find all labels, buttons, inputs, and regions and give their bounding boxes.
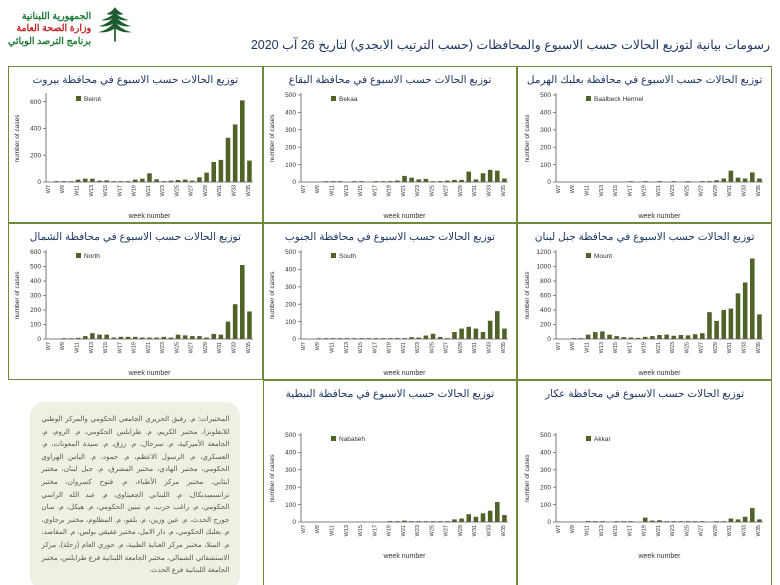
svg-text:W31: W31	[472, 342, 479, 354]
chart-canvas	[518, 400, 771, 585]
svg-text:W11: W11	[74, 342, 81, 353]
svg-text:Beirut: Beirut	[84, 96, 102, 103]
bar-chart-nabatieh	[266, 426, 514, 562]
svg-text:W13: W13	[89, 185, 96, 197]
svg-text:W31: W31	[726, 185, 733, 197]
svg-text:200: 200	[30, 152, 42, 160]
svg-text:0: 0	[37, 336, 42, 344]
svg-text:W9: W9	[315, 342, 322, 351]
svg-text:W19: W19	[386, 525, 393, 537]
svg-text:W9: W9	[569, 185, 576, 194]
svg-text:W29: W29	[712, 342, 719, 354]
chart-canvas	[9, 243, 262, 379]
svg-text:W19: W19	[641, 525, 648, 537]
svg-text:W27: W27	[443, 525, 450, 537]
svg-text:W21: W21	[400, 342, 407, 354]
chart-title: توزيع الحالات حسب الاسبوع في محافظة عكار	[545, 388, 745, 400]
svg-text:W19: W19	[641, 342, 648, 354]
svg-text:0: 0	[547, 179, 551, 187]
chart-panel-north	[8, 223, 263, 380]
svg-text:W7: W7	[555, 525, 562, 534]
svg-text:week number: week number	[383, 553, 426, 561]
svg-text:W27: W27	[443, 342, 450, 354]
chart-title: توزيع الحالات حسب الاسبوع في محافظة الجنوب	[284, 231, 496, 243]
svg-text:0: 0	[292, 519, 296, 527]
chart-canvas	[9, 86, 262, 222]
svg-text:300: 300	[539, 127, 551, 134]
moph-logo-text	[8, 11, 91, 48]
svg-text:W27: W27	[189, 342, 196, 354]
chart-canvas	[518, 86, 771, 222]
svg-text:W27: W27	[698, 185, 705, 197]
svg-text:W23: W23	[415, 185, 422, 197]
svg-text:W29: W29	[457, 185, 464, 197]
svg-text:200: 200	[539, 321, 551, 329]
svg-text:week number: week number	[638, 553, 681, 561]
svg-text:W23: W23	[415, 525, 422, 537]
svg-text:W25: W25	[429, 525, 436, 537]
svg-text:number of cases: number of cases	[14, 271, 22, 320]
svg-text:W9: W9	[569, 342, 576, 351]
svg-text:W27: W27	[443, 185, 450, 197]
svg-text:0: 0	[547, 519, 551, 527]
svg-text:W23: W23	[669, 525, 676, 537]
svg-text:W17: W17	[117, 185, 124, 197]
svg-text:W15: W15	[103, 185, 110, 197]
svg-text:W35: W35	[500, 525, 507, 537]
svg-text:W25: W25	[174, 342, 181, 354]
svg-text:W35: W35	[246, 342, 253, 354]
svg-text:1000: 1000	[536, 263, 551, 271]
svg-text:W11: W11	[329, 525, 336, 537]
svg-text:number of cases: number of cases	[14, 114, 22, 163]
svg-text:W17: W17	[372, 342, 379, 354]
svg-text:week number: week number	[638, 213, 681, 220]
svg-text:W7: W7	[555, 342, 562, 351]
org-name-line3: برنامج الترصد الوبائي	[8, 35, 92, 47]
svg-text:W23: W23	[160, 342, 167, 354]
svg-text:W15: W15	[358, 342, 365, 354]
svg-text:600: 600	[539, 292, 551, 300]
svg-text:600: 600	[30, 249, 42, 257]
svg-text:0: 0	[292, 336, 296, 344]
svg-text:W9: W9	[60, 185, 67, 194]
svg-text:W21: W21	[400, 525, 407, 537]
svg-text:300: 300	[285, 284, 296, 291]
svg-text:W21: W21	[655, 185, 662, 197]
bar-chart-akkar	[521, 426, 769, 562]
svg-text:W13: W13	[598, 185, 605, 197]
svg-text:W17: W17	[372, 185, 379, 197]
svg-text:W31: W31	[472, 185, 479, 197]
svg-text:0: 0	[292, 179, 296, 187]
svg-text:week number: week number	[128, 213, 171, 220]
svg-text:W13: W13	[343, 185, 350, 197]
charts-grid	[8, 66, 772, 578]
svg-text:W25: W25	[174, 185, 181, 197]
svg-text:100: 100	[285, 502, 296, 510]
svg-text:400: 400	[285, 109, 296, 117]
svg-text:Bekaa: Bekaa	[338, 96, 358, 103]
labs-notes-cell	[8, 380, 263, 585]
svg-text:W35: W35	[246, 185, 253, 197]
svg-text:W23: W23	[669, 342, 676, 354]
org-name-line2: وزارة الصحة العامة	[16, 23, 92, 35]
svg-text:W29: W29	[457, 342, 464, 354]
svg-text:number of cases: number of cases	[523, 271, 531, 320]
svg-text:number of cases: number of cases	[268, 114, 276, 163]
svg-text:400: 400	[539, 109, 551, 117]
svg-text:W35: W35	[755, 185, 762, 197]
svg-text:W15: W15	[612, 342, 619, 354]
svg-text:W9: W9	[569, 525, 576, 534]
svg-text:W17: W17	[626, 525, 633, 537]
document-title: رسومات بيانية لتوزيع الحالات حسب الاسبوع والمحافظات (حسب الترتيب الابجدي) لتاريخ 26 آب 2020	[250, 38, 770, 52]
svg-text:W21: W21	[655, 342, 662, 354]
svg-text:0: 0	[37, 179, 42, 187]
svg-text:W19: W19	[131, 342, 138, 354]
svg-text:200: 200	[285, 484, 296, 492]
svg-text:W7: W7	[300, 185, 307, 194]
bar-chart-mount-lebanon	[521, 243, 769, 379]
svg-text:W33: W33	[486, 525, 493, 537]
svg-text:300: 300	[285, 127, 296, 134]
svg-text:500: 500	[285, 92, 296, 100]
chart-title: توزيع الحالات حسب الاسبوع في محافظة جبل لبنان	[534, 231, 755, 243]
svg-text:W19: W19	[641, 185, 648, 197]
svg-text:W35: W35	[755, 525, 762, 537]
svg-text:Akkar: Akkar	[593, 436, 611, 444]
svg-text:W7: W7	[555, 185, 562, 194]
svg-text:W31: W31	[726, 342, 733, 354]
svg-text:W33: W33	[741, 342, 748, 354]
bar-chart-baalbeck-hermel	[521, 86, 769, 222]
svg-text:number of cases: number of cases	[268, 454, 276, 503]
svg-text:500: 500	[285, 432, 296, 440]
svg-text:W35: W35	[500, 185, 507, 197]
svg-text:200: 200	[285, 301, 296, 309]
svg-text:W15: W15	[358, 525, 365, 537]
svg-text:W23: W23	[160, 185, 167, 197]
svg-text:W11: W11	[329, 185, 336, 196]
svg-text:W11: W11	[74, 185, 81, 196]
svg-text:W19: W19	[386, 342, 393, 354]
svg-text:W21: W21	[400, 185, 407, 197]
chart-panel-bekaa	[263, 66, 518, 223]
moph-logo	[8, 4, 134, 55]
svg-text:W31: W31	[217, 185, 224, 197]
svg-text:W13: W13	[343, 525, 350, 537]
svg-text:W15: W15	[358, 185, 365, 197]
svg-text:W11: W11	[584, 525, 591, 537]
svg-text:200: 200	[285, 144, 296, 152]
svg-text:200: 200	[539, 484, 551, 492]
chart-canvas	[264, 86, 517, 222]
svg-text:W25: W25	[429, 185, 436, 197]
svg-text:0: 0	[547, 336, 551, 344]
svg-text:500: 500	[285, 249, 296, 257]
svg-text:week number: week number	[383, 213, 426, 220]
chart-title: توزيع الحالات حسب الاسبوع في محافظة النبطية	[285, 388, 495, 400]
svg-text:400: 400	[539, 307, 551, 315]
org-name-line1: الجمهورية اللبنانية	[21, 10, 92, 22]
svg-text:W19: W19	[131, 185, 138, 197]
bar-chart-bekaa	[266, 86, 514, 222]
svg-text:W31: W31	[217, 342, 224, 354]
svg-text:100: 100	[285, 161, 296, 169]
svg-text:W15: W15	[103, 342, 110, 354]
svg-text:W33: W33	[486, 185, 493, 197]
svg-text:W25: W25	[429, 342, 436, 354]
svg-text:200: 200	[30, 307, 42, 315]
svg-text:500: 500	[539, 432, 551, 440]
svg-text:South: South	[338, 253, 356, 260]
svg-text:500: 500	[539, 92, 551, 100]
svg-text:week number: week number	[638, 370, 681, 377]
svg-text:300: 300	[285, 467, 296, 475]
svg-text:100: 100	[539, 502, 551, 510]
svg-text:W27: W27	[698, 342, 705, 354]
svg-text:W35: W35	[755, 342, 762, 354]
svg-text:200: 200	[539, 144, 551, 152]
svg-text:W11: W11	[329, 342, 336, 353]
svg-text:W9: W9	[60, 342, 67, 351]
chart-title: توزيع الحالات حسب الاسبوع في محافظة بيروت	[32, 74, 239, 86]
svg-text:400: 400	[285, 266, 296, 274]
svg-text:W27: W27	[189, 185, 196, 197]
svg-text:W17: W17	[626, 342, 633, 354]
svg-text:W29: W29	[712, 185, 719, 197]
svg-text:300: 300	[30, 292, 42, 300]
svg-text:W7: W7	[46, 342, 53, 351]
svg-text:W7: W7	[300, 525, 307, 534]
svg-text:number of cases: number of cases	[523, 454, 531, 503]
svg-text:Mount: Mount	[593, 253, 612, 260]
svg-text:week number: week number	[128, 370, 171, 377]
svg-text:North: North	[84, 253, 101, 260]
svg-text:W29: W29	[203, 185, 210, 197]
svg-text:100: 100	[539, 161, 551, 169]
svg-text:W9: W9	[315, 185, 322, 194]
chart-title: توزيع الحالات حسب الاسبوع في محافظة البقاع	[288, 74, 492, 86]
svg-text:W25: W25	[684, 342, 691, 354]
bar-chart-south	[266, 243, 514, 379]
svg-text:W7: W7	[46, 185, 53, 194]
labs-notes-text: المختبرات: م. رفيق الحريري الجامعي الحكومي والمركز الوطني للانفلونزا، مختبر الكريم، م. طرابلس الحكومي، م. الروم، م. الجامعة الأميركية، م. سرحال، م. رزق، م. سيدة المعونات، م. العسكري، م. الرسول الاعظم، م. حمود، م. الياس الهراوي الحكومي، مختبر الهادي، مختبر المشرق، م. جبل لبنان، مختبر ايتاني، مختبر مركز الأطباء، م. فتوح كسروان، مختبر ترانسميديكال، م. اللبناني الجعيتاوي، م. عبد الله الراسي الحكومي، م. راغب حرب، م. تبنين الحكومي، م. هيكل، م. سان جورج الحدث، م. عين وزين، م. بلفو، م. المظلوم، مختبر برجاوي، م. بعلبك الحكومي، م. دار الامل، مختبر عقيقي بولس، م. المقاصد، م. المنلا، مختبر مركز العناية الطبية، م. حوري العام (زحلة)، مركز الاستشفائي الشمالي، مختبر الجامعة اللبنانية فرع طرابلس، مختبر الجامعة اللبنانية فرع الحدث.	[30, 402, 240, 585]
chart-panel-south	[263, 223, 518, 380]
svg-text:W33: W33	[231, 342, 238, 354]
svg-text:300: 300	[539, 467, 551, 475]
svg-text:W7: W7	[300, 342, 307, 351]
svg-text:100: 100	[30, 321, 42, 329]
svg-text:number of cases: number of cases	[268, 271, 276, 320]
chart-canvas	[264, 243, 517, 379]
svg-text:W9: W9	[315, 525, 322, 534]
bar-chart-beirut	[11, 86, 259, 222]
svg-text:W21: W21	[655, 525, 662, 537]
svg-text:W13: W13	[89, 342, 96, 354]
svg-text:W13: W13	[598, 342, 605, 354]
svg-text:1200: 1200	[536, 249, 551, 257]
svg-text:W15: W15	[612, 185, 619, 197]
svg-text:W11: W11	[584, 342, 591, 353]
svg-text:W15: W15	[612, 525, 619, 537]
svg-text:W33: W33	[741, 525, 748, 537]
chart-panel-mount-lebanon	[517, 223, 772, 380]
svg-text:W29: W29	[203, 342, 210, 354]
bar-chart-north	[11, 243, 259, 379]
svg-text:W11: W11	[584, 185, 591, 196]
chart-title: توزيع الحالات حسب الاسبوع في محافظة الشمال	[29, 231, 241, 243]
svg-text:800: 800	[539, 278, 551, 286]
svg-text:W23: W23	[415, 342, 422, 354]
svg-text:W17: W17	[626, 185, 633, 197]
svg-text:W19: W19	[386, 185, 393, 197]
svg-text:Baalbeck Hermel: Baalbeck Hermel	[593, 96, 644, 103]
svg-text:W27: W27	[698, 525, 705, 537]
chart-canvas	[518, 243, 771, 379]
svg-text:400: 400	[285, 449, 296, 457]
svg-text:600: 600	[30, 98, 42, 106]
svg-text:W31: W31	[726, 525, 733, 537]
svg-text:400: 400	[30, 125, 42, 133]
chart-panel-akkar	[517, 380, 772, 585]
svg-text:400: 400	[30, 278, 42, 286]
svg-text:week number: week number	[383, 370, 426, 377]
chart-title: توزيع الحالات حسب الاسبوع في محافظة بعلبك الهرمل	[526, 74, 763, 86]
svg-text:W31: W31	[472, 525, 479, 537]
svg-text:W33: W33	[486, 342, 493, 354]
svg-text:W13: W13	[343, 342, 350, 354]
svg-text:number of cases: number of cases	[523, 114, 531, 163]
svg-text:W35: W35	[500, 342, 507, 354]
svg-text:400: 400	[539, 449, 551, 457]
cedar-tree-icon	[96, 4, 134, 55]
chart-panel-nabatieh	[263, 380, 518, 585]
svg-text:W21: W21	[146, 185, 153, 197]
chart-canvas	[264, 400, 517, 585]
svg-text:W33: W33	[231, 185, 238, 197]
svg-text:W29: W29	[712, 525, 719, 537]
chart-panel-beirut	[8, 66, 263, 223]
svg-text:W17: W17	[372, 525, 379, 537]
svg-text:W23: W23	[669, 185, 676, 197]
svg-text:W33: W33	[741, 185, 748, 197]
svg-text:W17: W17	[117, 342, 124, 354]
svg-text:W21: W21	[146, 342, 153, 354]
svg-text:W25: W25	[684, 525, 691, 537]
svg-text:W13: W13	[598, 525, 605, 537]
svg-text:W25: W25	[684, 185, 691, 197]
svg-text:500: 500	[30, 263, 42, 271]
svg-text:W29: W29	[457, 525, 464, 537]
svg-text:Nabatieh: Nabatieh	[338, 436, 366, 444]
svg-text:100: 100	[285, 318, 296, 326]
chart-panel-baalbeck-hermel	[517, 66, 772, 223]
